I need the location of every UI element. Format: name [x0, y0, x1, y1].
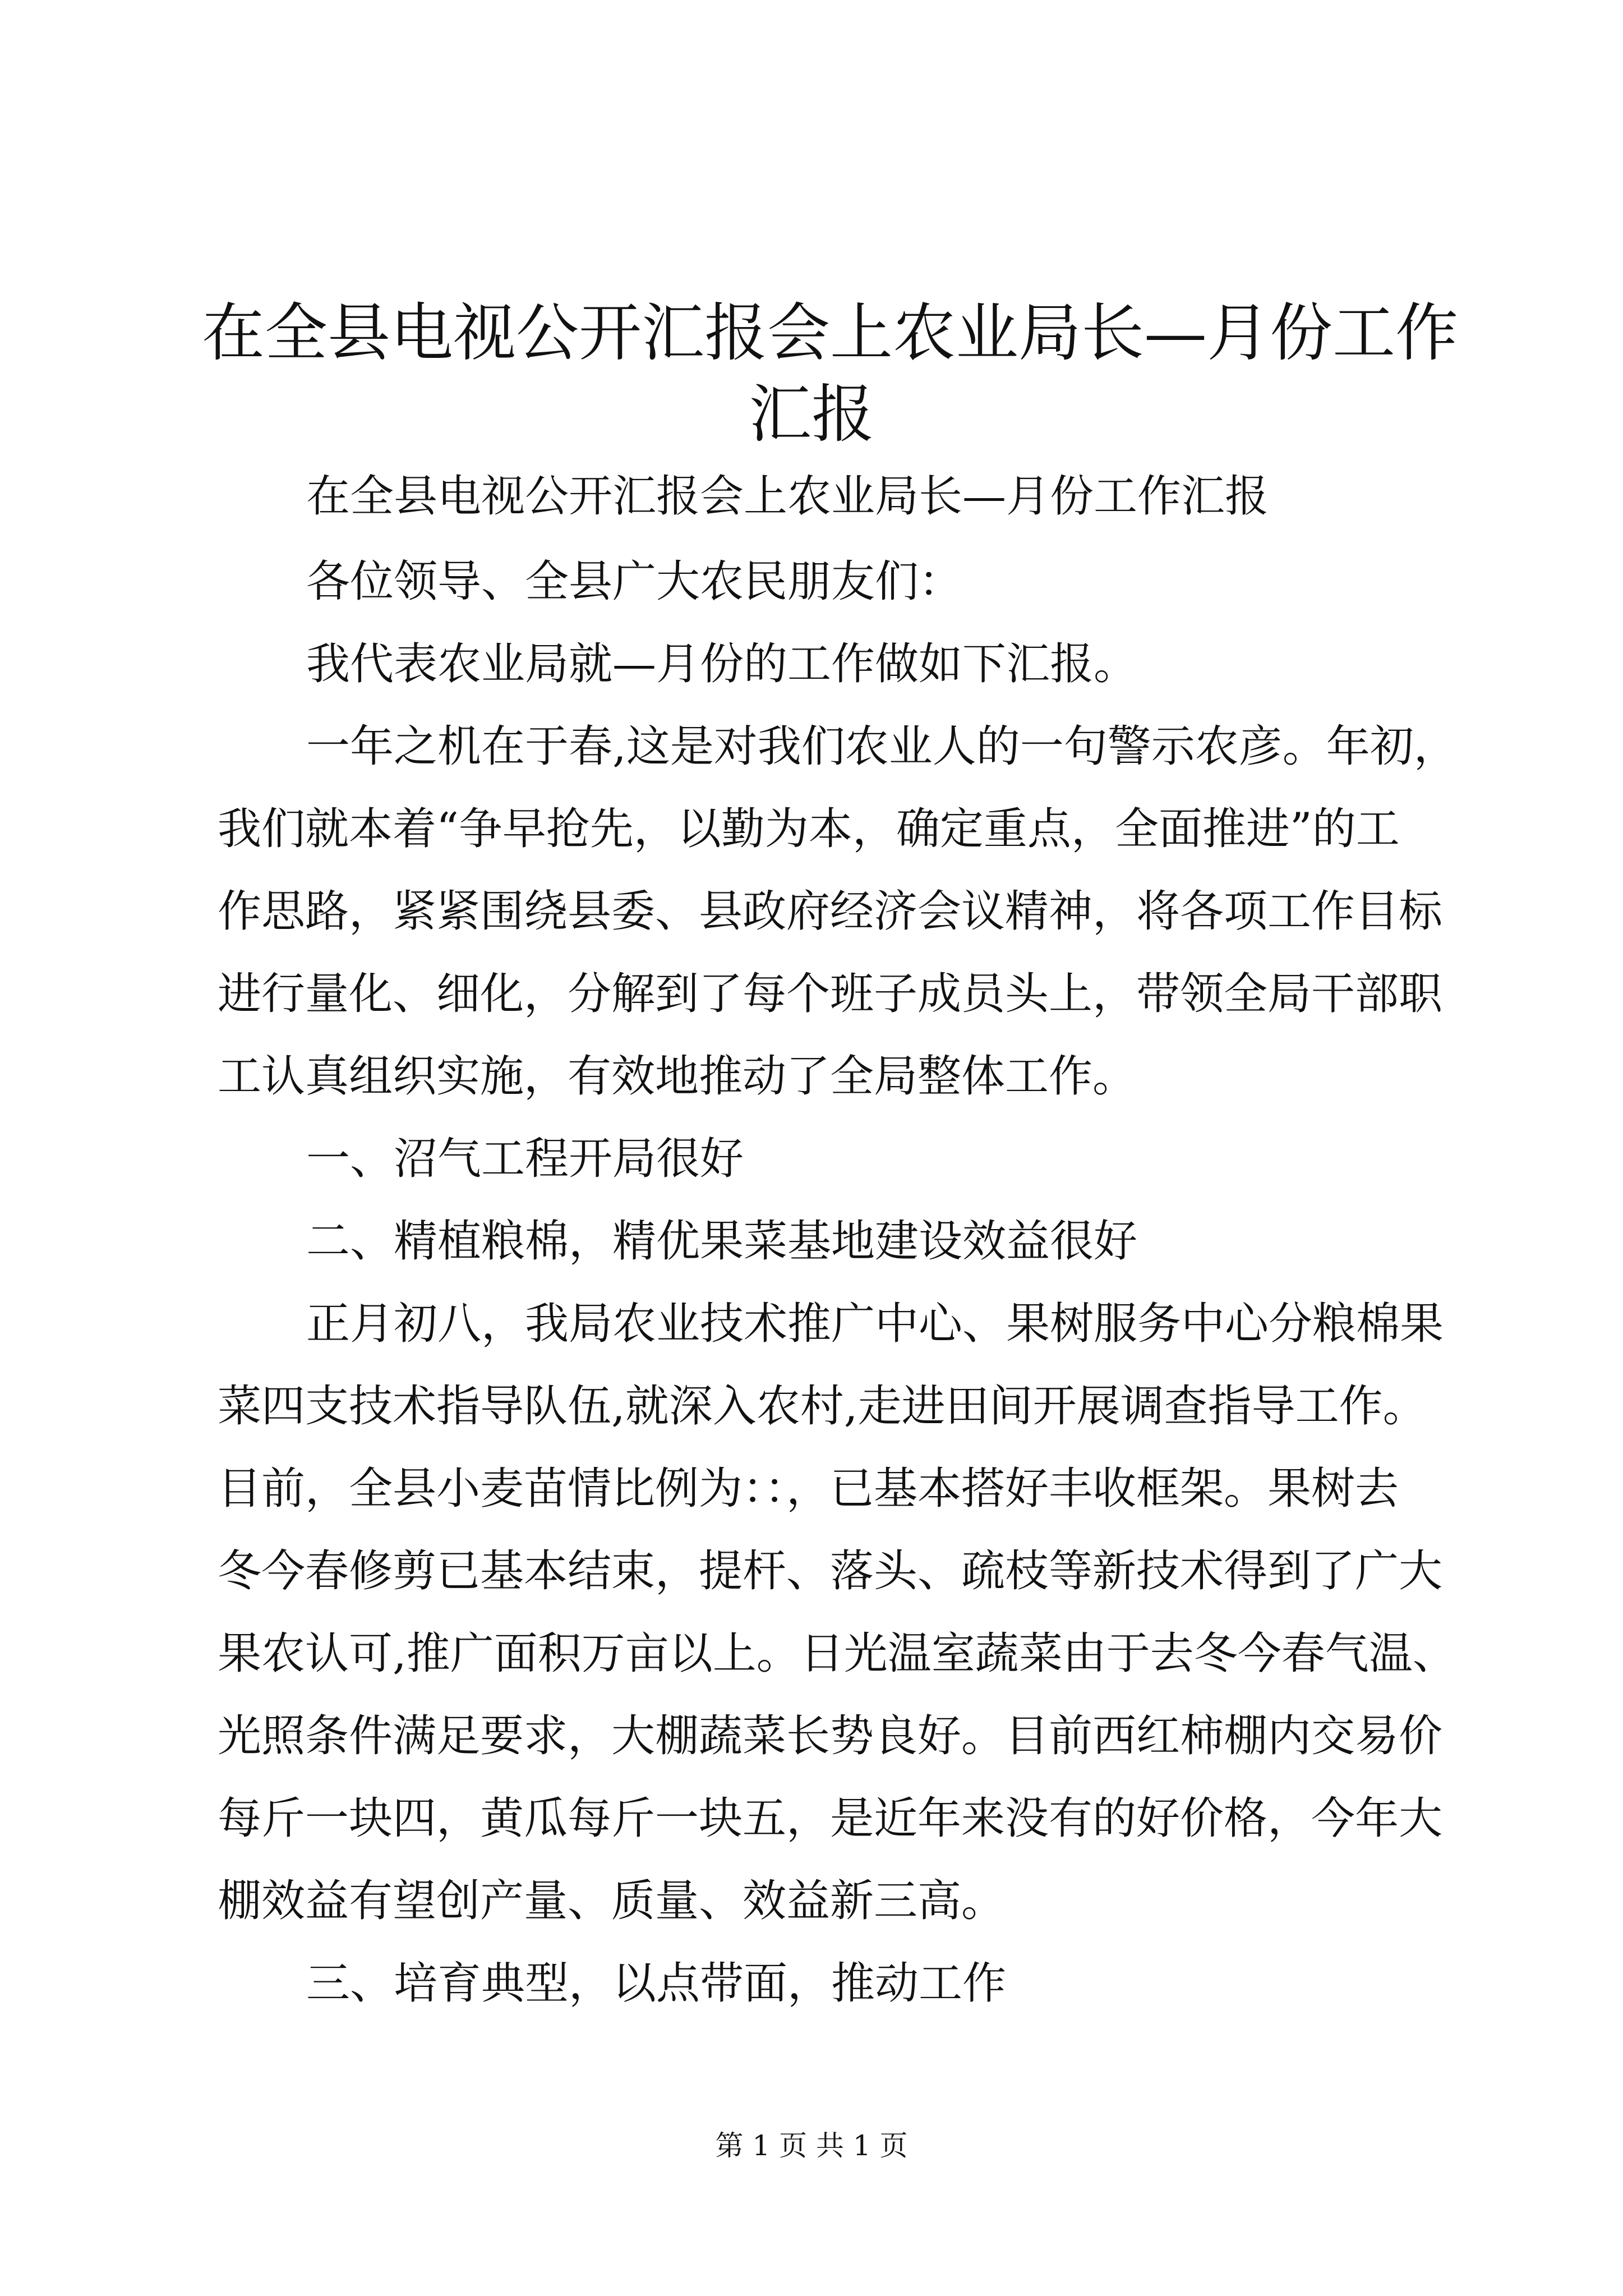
paragraph-2-line-4: 冬今春修剪已基本结束，提杆、落头、疏枝等新技术得到了广大 — [218, 1546, 1443, 1596]
intro-line: 我代表农业局就—月份的工作做如下汇报。 — [306, 639, 1138, 689]
paragraph-1-line-5: 工认真组织实施，有效地推动了全局整体工作。 — [218, 1051, 1137, 1102]
section-heading-3: 三、培育典型，以点带面，推动工作 — [306, 1958, 1007, 2009]
paragraph-2-line-6: 光照条件满足要求，大棚蔬菜长势良好。目前西红柿棚内交易价 — [218, 1711, 1443, 1761]
paragraph-2-line-8: 棚效益有望创产量、质量、效益新三高。 — [218, 1876, 1006, 1926]
paragraph-2-line-7: 每斤一块四，黄瓜每斤一块五，是近年来没有的好价格，今年大 — [218, 1793, 1443, 1844]
section-heading-1: 一、沼气工程开局很好 — [306, 1134, 744, 1184]
paragraph-1-line-2: 我们就本着“争早抢先，以勤为本，确定重点，全面推进”的工 — [218, 804, 1400, 854]
paragraph-1-line-4: 进行量化、细化，分解到了每个班子成员头上，带领全局干部职 — [218, 969, 1443, 1019]
paragraph-2-line-1: 正月初八，我局农业技术推广中心、果树服务中心分粮棉果 — [306, 1299, 1444, 1349]
paragraph-1-line-1: 一年之机在于春,这是对我们农业人的一句警示农彦。年初， — [306, 721, 1458, 772]
document-title-line-2: 汇报 — [749, 378, 874, 451]
page-number-footer: 第 1 页 共 1 页 — [715, 2129, 908, 2162]
paragraph-2-line-5: 果农认可,推广面积万亩以上。日光温室蔬菜由于去冬今春气温、 — [218, 1628, 1456, 1679]
subtitle-line: 在全县电视公开汇报会上农业局长—月份工作汇报 — [306, 471, 1269, 522]
salutation-line: 各位领导、全县广大农民朋友们： — [306, 556, 963, 607]
document-title-line-1: 在全县电视公开汇报会上农业局长—月份工作 — [202, 297, 1458, 370]
section-heading-2: 二、精植粮棉，精优果菜基地建设效益很好 — [306, 1216, 1138, 1267]
paragraph-2-line-3: 目前，全县小麦苗情比例为：：，已基本搭好丰收框架。果树去 — [218, 1464, 1399, 1514]
paragraph-1-line-3: 作思路，紧紧围绕县委、县政府经济会议精神，将各项工作目标 — [218, 886, 1443, 937]
paragraph-2-line-2: 菜四支技术指导队伍,就深入农村,走进田间开展调查指导工作。 — [218, 1381, 1427, 1432]
